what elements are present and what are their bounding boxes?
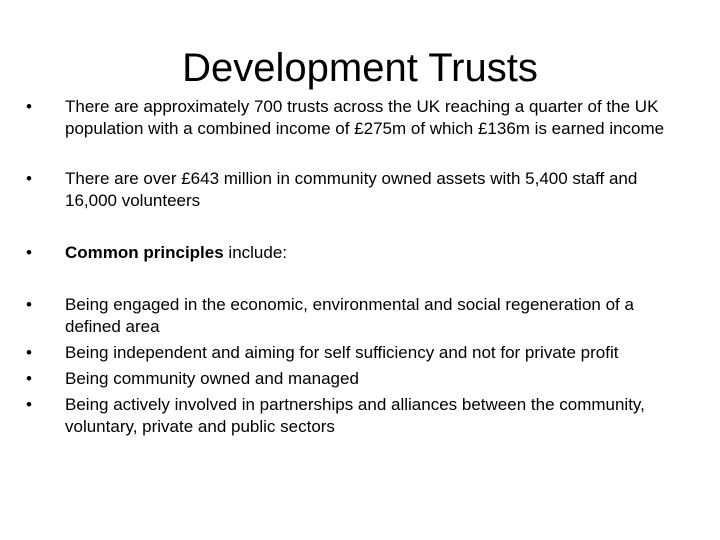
bullet-icon: •: [26, 97, 32, 116]
bullet-text: There are approximately 700 trusts across the UK reaching a quarter of the UK population with a combined income of £275m of which £136m is earned income: [65, 97, 665, 138]
bullet-item-engaged: [26, 294, 686, 338]
bullet-text: Being engaged in the economic, environmental and social regeneration of a defined area: [65, 295, 634, 336]
bullet-text: Being community owned and managed: [65, 369, 359, 388]
bullet-text: There are over £643 million in community owned assets with 5,400 staff and 16,000 volunteers: [65, 169, 638, 210]
bullet-list: [26, 96, 686, 438]
bullet-item-independent: [26, 342, 686, 364]
bullet-text: include:: [223, 243, 288, 262]
bullet-bold-text: Common principles: [65, 243, 224, 262]
bullet-icon: •: [26, 369, 32, 388]
bullet-icon: •: [26, 295, 32, 314]
bullet-text: Being actively involved in partnerships and alliances between the community, voluntary, private and public sectors: [65, 395, 645, 436]
bullet-icon: •: [26, 243, 32, 262]
bullet-item-partnerships: [26, 394, 686, 438]
bullet-icon: •: [26, 343, 32, 362]
bullet-item-common-principles: [26, 242, 686, 264]
bullet-text: Being independent and aiming for self sufficiency and not for private profit: [65, 343, 619, 362]
bullet-icon: •: [26, 169, 32, 188]
bullet-icon: •: [26, 395, 32, 414]
bullet-item-trusts-count: [26, 96, 686, 140]
bullet-item-assets: [26, 168, 686, 212]
slide-title: Development Trusts: [182, 46, 538, 90]
bullet-item-community-owned: [26, 368, 686, 390]
